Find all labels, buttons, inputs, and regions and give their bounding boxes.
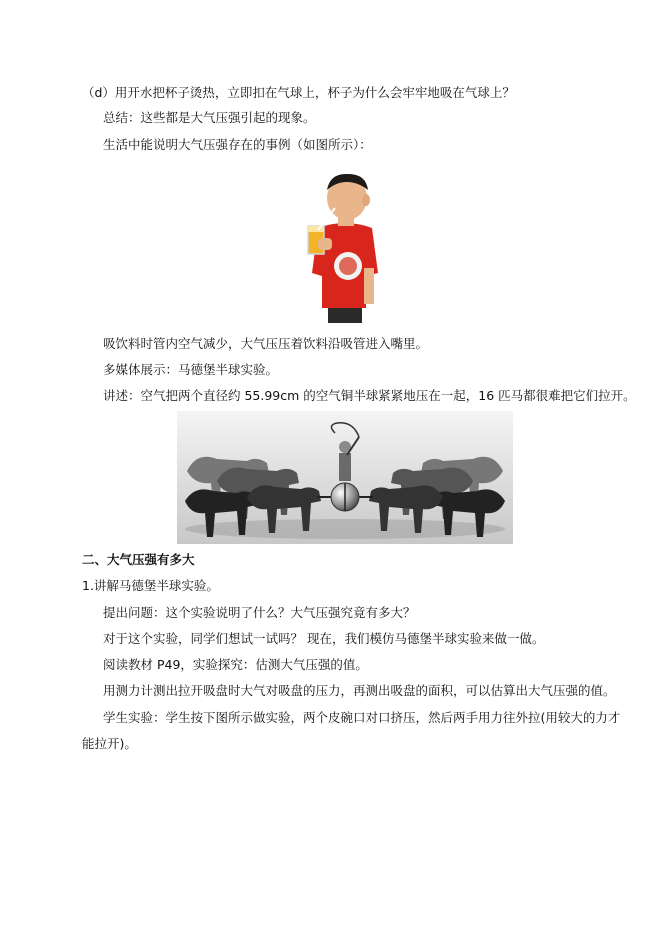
narration-text: 讲述：空气把两个直径约 55.99cm 的空气铜半球紧紧地压在一起，16 匹马都很难把它们拉开。: [103, 388, 636, 403]
magdeburg-hemispheres-image: [177, 411, 513, 544]
drinking-explanation: 吸饮料时管内空气减少，大气压压着饮料沿吸管进入嘴里。: [103, 336, 429, 351]
read-textbook: 阅读教材 P49，实验探究：估测大气压强的值。: [103, 657, 368, 672]
raise-question: 提出问题：这个实验说明了什么？大气压强究竟有多大？: [103, 605, 416, 620]
question-d: （d）用开水把杯子烫热，立即扣在气球上，杯子为什么会牢牢地吸在气球上？: [82, 85, 515, 100]
section-heading: 二、大气压强有多大: [82, 552, 195, 567]
example-intro: 生活中能说明大气压强存在的事例（如图所示）：: [103, 137, 372, 152]
explain-experiment: 1.讲解马德堡半球实验。: [82, 578, 219, 593]
summary-text: 总结：这些都是大气压强引起的现象。: [103, 110, 316, 125]
boy-drinking-image: [300, 168, 390, 323]
student-experiment-cont: 能拉开)。: [82, 736, 137, 751]
multimedia-display: 多媒体展示：马德堡半球实验。: [103, 362, 279, 377]
try-it-text: 对于这个实验，同学们想试一试吗？ 现在，我们模仿马德堡半球实验来做一做。: [103, 631, 545, 646]
student-experiment: 学生实验：学生按下图所示做实验，两个皮碗口对口挤压，然后两手用力往外拉(用较大的力才: [103, 710, 621, 725]
measure-method: 用测力计测出拉开吸盘时大气对吸盘的压力，再测出吸盘的面积，可以估算出大气压强的值。: [103, 683, 616, 698]
